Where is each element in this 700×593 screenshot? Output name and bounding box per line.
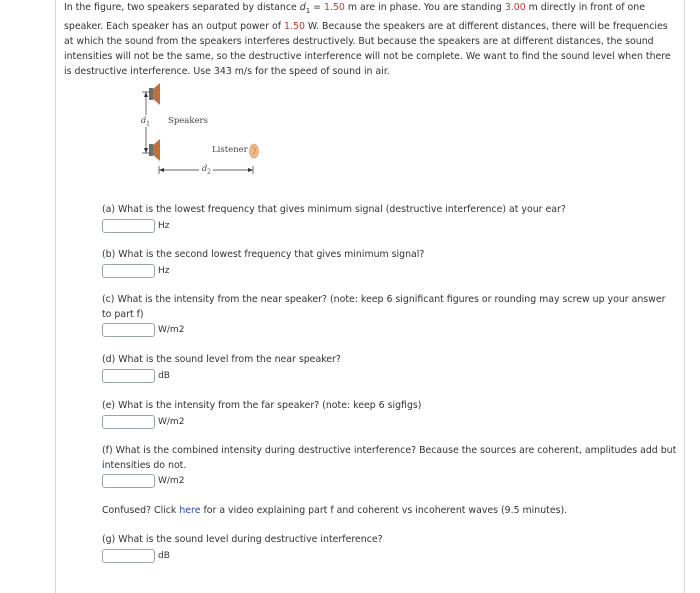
question-g [102,533,677,563]
question-text: (e) What is the intensity from the far speaker? (note: keep 6 sigfigs) [102,400,422,411]
video-link[interactable]: here [179,505,201,516]
question-text: (c) What is the intensity from the near speaker? (note: keep 6 significant figures or rounding may screw up your answer to part f) [102,294,666,320]
answer-input-f[interactable] [102,474,155,488]
question-d [102,353,677,383]
d1-value: 1.50 [323,2,345,13]
d1-label: $d_1$ [141,116,150,128]
answer-input-g[interactable] [102,549,155,563]
help-text: for a video explaining part f and coherent vs incoherent waves (9.5 minutes). [200,505,568,516]
top-speaker-icon [149,83,160,105]
question-c [102,293,677,338]
distance-value: 3.00 [504,2,526,13]
unit-label: dB [158,550,170,561]
question-a [102,203,677,233]
listener-label: Listener [212,145,248,155]
speaker-diagram [135,80,275,180]
answer-input-c[interactable] [102,323,155,337]
d1-symbol: d [299,2,306,13]
intro-text: m directly in front of one speaker. Each speaker has an output power of [64,2,646,32]
problem-statement [64,0,676,79]
unit-label: W/m2 [158,325,185,335]
answer-input-b[interactable] [102,264,155,278]
question-e [102,399,677,429]
power-value: 1.50 [284,20,305,32]
question-b [102,248,677,278]
answer-input-a[interactable] [102,219,155,233]
d2-label: $d_2$ [202,164,211,176]
help-note [102,504,677,519]
intro-text: m are in phase. You are standing [344,2,505,13]
unit-label: W/m2 [158,416,185,427]
unit-label: W/m2 [158,476,185,486]
speakers-label: Speakers [168,116,208,126]
question-text: (a) What is the lowest frequency that gives minimum signal (destructive interference) at your ear? [102,204,566,215]
ear-icon [250,144,259,158]
bottom-speaker-icon [149,139,160,161]
question-f [102,444,677,489]
question-text: (d) What is the sound level from the near speaker? [102,354,341,365]
help-text: Confused? Click [102,505,180,516]
question-text: (b) What is the second lowest frequency that gives minimum signal? [102,249,425,260]
question-text: (g) What is the sound level during destructive interference? [102,534,383,545]
intro-text: W. Because the speakers are at different distances, there will be frequencies at which the sound from the speakers interferes destructively. But because the speakers are at different distances, the sound intensities will not be the same, so the destructive interference will not be complete. We want to find the sound level when there is destructive interference. Use 343 m/s for the speed of sound in air. [64,20,671,77]
intro-text: In the figure, two speakers separated by distance [64,2,300,13]
unit-label: dB [158,370,170,381]
unit-label: Hz [158,220,170,231]
answer-input-e[interactable] [102,415,155,429]
intro-text: = [310,2,324,13]
d1-subscript: 1 [305,6,311,15]
question-text: (f) What is the combined intensity during destructive interference? Because the sources are coherent, amplitudes add but intensities do not. [102,445,677,471]
unit-label: Hz [158,265,170,276]
answer-input-d[interactable] [102,369,155,383]
